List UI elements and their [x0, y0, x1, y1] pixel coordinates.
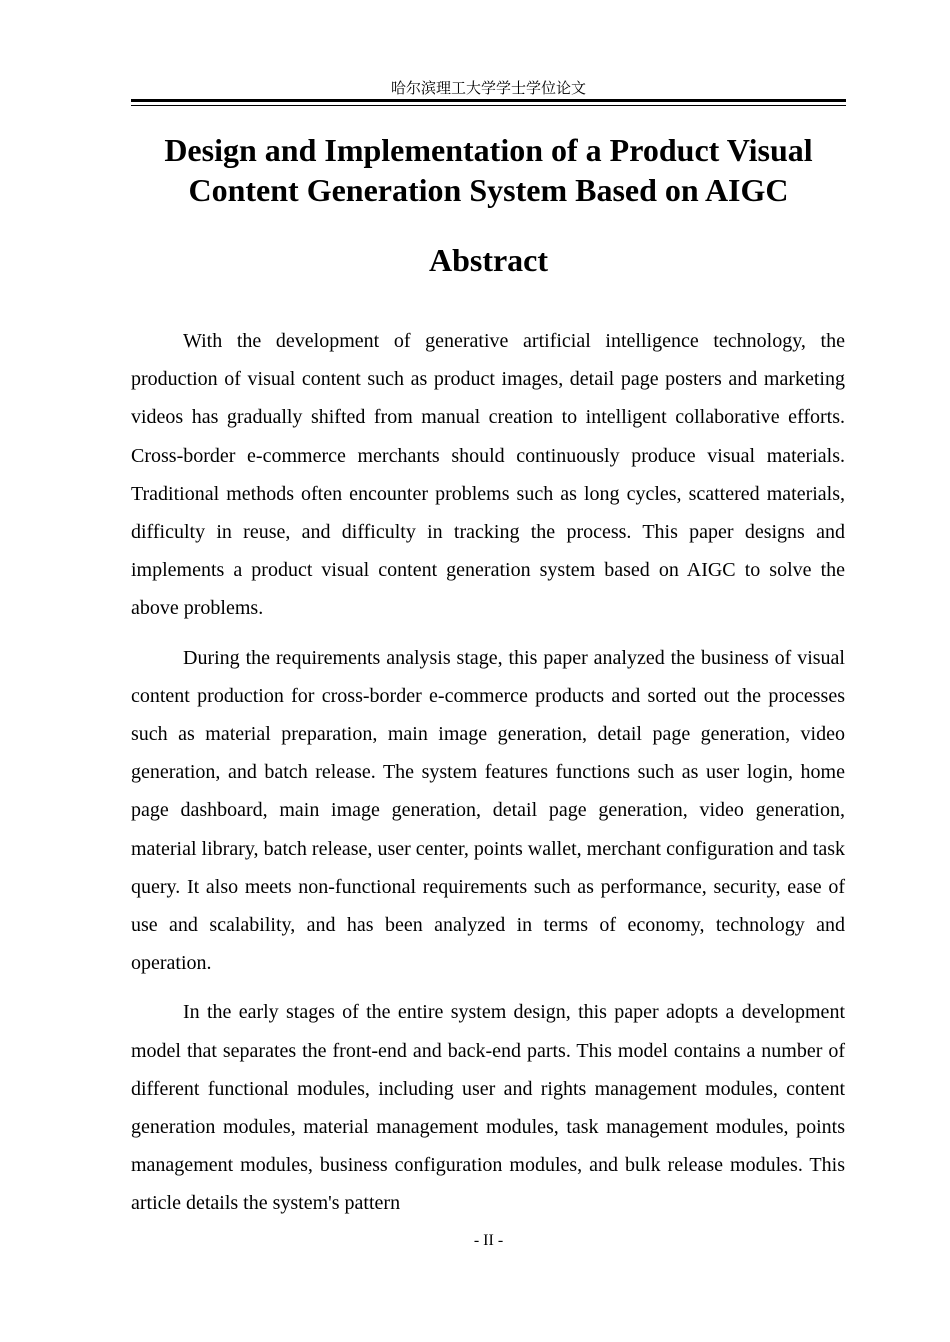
abstract-paragraph-2: During the requirements analysis stage, this paper analyzed the business of visual content production for cross-border e-commerce products and sorted out the processes such as material preparation, main image generation, detail page generation, video generation, and batch release. The system features functions such as user login, home page dashboard, main image generation, detail page generation, video generation, material library, batch release, user center, points wallet, merchant configuration and task query. It also meets non-functional requirements such as performance, security, ease of use and scalability, and has been analyzed in terms of economy, technology and operation. [131, 646, 845, 975]
paper-title-line-1: Design and Implementation of a Product Visual [164, 132, 813, 168]
page-number: - II - [473, 1232, 504, 1249]
running-header: 哈尔滨理工大学学士学位论文 [390, 79, 586, 97]
abstract-paragraph-3: In the early stages of the entire system design, this paper adopts a development model that separates the front-end and back-end parts. This model contains a number of different functional modules, including user and rights management modules, content generation modules, material management modules, task management modules, points management modules, business configuration modules, and bulk release modules. This article details the system's pattern [131, 1001, 845, 1215]
abstract-heading: Abstract [428, 242, 549, 278]
abstract-body [131, 322, 845, 1234]
paper-title [131, 130, 846, 210]
header-rule [131, 99, 846, 106]
abstract-paragraph-1: With the development of generative artificial intelligence technology, the production of visual content such as product images, detail page posters and marketing videos has gradually shifted from manual creation to intelligent collaborative efforts. Cross-border e-commerce merchants should continuously produce visual materials. Traditional methods often encounter problems such as long cycles, scattered materials, difficulty in reuse, and difficulty in tracking the process. This paper designs and implements a product visual content generation system based on AIGC to solve the above problems. [131, 330, 845, 620]
paper-title-line-2: Content Generation System Based on AIGC [188, 172, 789, 208]
